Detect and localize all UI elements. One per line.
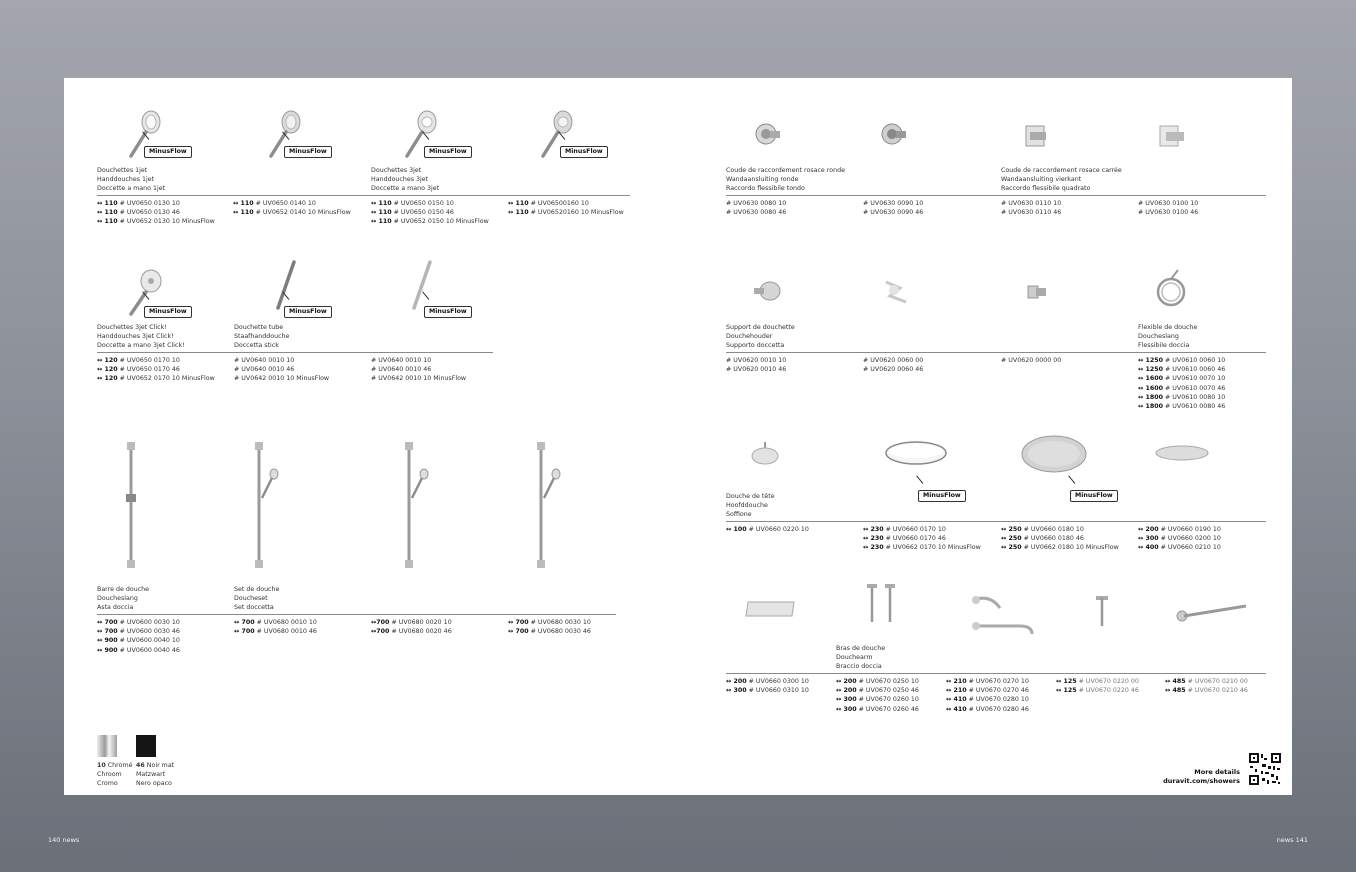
label-nl: Hoofddouche [726, 502, 768, 509]
head-shower-large-image [1020, 434, 1088, 474]
code-row: ↔ 300 # UV0660 0200 10 [1138, 535, 1221, 543]
code-row: ↔ 230 # UV0662 0170 10 MinusFlow [863, 544, 981, 552]
finish-swatch-black [136, 735, 156, 757]
shower-holder-image [752, 280, 782, 302]
code-row: ↔ 700 # UV0680 0010 46 [234, 628, 317, 636]
label-it: Set doccetta [234, 604, 274, 611]
divider-rule [726, 352, 1266, 353]
divider-rule [726, 673, 1266, 674]
code-row: # UV0620 0010 46 [726, 366, 787, 374]
code-row: # UV0620 0060 00 [863, 357, 924, 364]
minusflow-badge: MinusFlow [144, 306, 192, 318]
code-row: ↔ 1800 # UV0610 0080 46 [1138, 403, 1226, 411]
code-row: ↔700 # UV0680 0020 46 [371, 628, 452, 636]
label-fr: Douchettes 3jet [371, 167, 422, 174]
label-fr: Barre de douche [97, 586, 150, 593]
label-nl: Wandaansluiting vierkant [1001, 176, 1082, 183]
finish-black-label [136, 761, 174, 788]
label-it: Flessibile doccia [1138, 342, 1190, 349]
head-shower-flat-image [1154, 444, 1210, 462]
code-row: ↔ 900 # UV0600 0040 10 [97, 637, 180, 645]
code-row: ↔ 200 # UV0660 0300 10 [726, 678, 809, 685]
label-fr: Coude de raccordement rosace ronde [726, 167, 845, 174]
elbow-round-labels [726, 166, 845, 193]
page-number-left: 140 news [48, 836, 80, 844]
minusflow-badge: MinusFlow [1070, 490, 1118, 502]
code-row: ↔ 125 # UV0670 0220 00 [1056, 678, 1139, 685]
divider-rule [97, 195, 630, 196]
code-row: ↔ 200 # UV0670 0250 46 [836, 687, 919, 695]
shower-holder-image-b [880, 274, 912, 306]
label-fr: Douchettes 1jet [97, 167, 148, 174]
code-row: ↔ 200 # UV0670 0250 10 [836, 678, 919, 685]
arm-codes-col2 [946, 677, 1029, 714]
code-row: ↔ 300 # UV0670 0260 46 [836, 705, 919, 713]
head-codes-col1 [726, 525, 809, 534]
elbow-round-codes-col2 [863, 199, 923, 217]
head-shower-small-image [750, 442, 780, 468]
label-it: Asta doccia [97, 604, 134, 611]
more-details-title: More details [1194, 768, 1240, 776]
label-it: Raccordo flessibile quadrato [1001, 185, 1091, 192]
minusflow-badge: MinusFlow [284, 146, 332, 158]
tube-codes-col1 [234, 356, 329, 384]
code-row: ↔ 120 # UV0650 0170 46 [97, 366, 180, 374]
code-row: ↔ 250 # UV0662 0180 10 MinusFlow [1001, 544, 1119, 552]
elbow-square-image-b [1158, 124, 1186, 150]
code-row: ↔ 250 # UV0660 0180 46 [1001, 535, 1084, 543]
hand-click-codes [97, 356, 215, 384]
code-row: # UV0630 0110 46 [1001, 209, 1062, 217]
finish-nl: Matzwart [136, 771, 166, 778]
hand-1jet-codes-col2 [233, 199, 351, 217]
label-nl: Wandaansluiting ronde [726, 176, 799, 183]
code-row: ↔ 300 # UV0660 0310 10 [726, 687, 809, 695]
finish-nl: Chroom [97, 771, 122, 778]
label-fr: Douche de tête [726, 493, 775, 500]
hand-3jet-labels [371, 166, 439, 193]
catalog-sheet [64, 78, 1292, 795]
shower-set-image [252, 442, 282, 570]
shower-bar-image [124, 442, 138, 570]
elbow-square-image [1024, 124, 1050, 150]
code-row: ↔ 110 # UV0652 0140 10 MinusFlow [233, 209, 351, 217]
finish-it: Cromo [97, 780, 118, 787]
hand-1jet-codes-col1 [97, 199, 215, 227]
tube-labels [234, 323, 289, 350]
label-fr: Douchette tube [234, 324, 284, 331]
divider-rule [726, 521, 1266, 522]
code-row: ↔ 700 # UV0600 0030 46 [97, 628, 180, 636]
code-row: ↔ 1600 # UV0610 0070 46 [1138, 384, 1226, 392]
qr-code-icon[interactable] [1248, 752, 1282, 786]
set-codes-col3 [508, 618, 591, 636]
code-row: ↔ 700 # UV0680 0030 46 [508, 628, 591, 636]
bar-labels [97, 585, 149, 612]
code-row: # UV0630 0110 10 [1001, 200, 1062, 207]
label-it: Braccio doccia [836, 663, 882, 670]
ceiling-arm-image [864, 584, 900, 626]
minusflow-badge: MinusFlow [144, 146, 192, 158]
code-row: ↔ 110 # UV0650 0130 10 [97, 200, 180, 207]
ceiling-arm-short-image [1094, 596, 1110, 630]
hand-3jet-codes-col1 [371, 199, 489, 227]
label-nl: Douchearm [836, 654, 873, 661]
code-row: ↔ 250 # UV0660 0180 10 [1001, 526, 1084, 533]
more-details-url[interactable]: duravit.com/showers [1163, 777, 1240, 785]
code-row: ↔ 230 # UV0660 0170 46 [863, 535, 946, 543]
code-row: # UV0620 0010 10 [726, 357, 787, 364]
elbow-round-image [754, 122, 782, 146]
label-nl: Doucheslang [1138, 333, 1179, 340]
code-row: # UV0630 0090 46 [863, 209, 924, 217]
label-fr: Douchettes 3jet Click! [97, 324, 167, 331]
code-row: ↔ 110 # UV0652 0150 10 MinusFlow [371, 218, 489, 226]
label-it: Doccette a mano 3jet [371, 185, 440, 192]
shower-holder-image-c [1026, 282, 1050, 302]
code-row: ↔ 210 # UV0670 0270 10 [946, 678, 1029, 685]
finish-it: Nero opaco [136, 780, 172, 787]
head-shower-square-image [744, 598, 798, 620]
hand-3jet-codes-col2 [508, 199, 624, 217]
code-row: # UV0640 0010 46 [371, 366, 432, 374]
head-shower-round-image [884, 440, 948, 468]
square-head-codes [726, 677, 809, 695]
code-row: ↔ 1250 # UV0610 0060 46 [1138, 366, 1226, 374]
code-row: # UV0642 0010 10 MinusFlow [371, 375, 467, 383]
code-row: # UV0620 0000 00 [1001, 357, 1062, 364]
code-row: ↔ 400 # UV0660 0210 10 [1138, 544, 1221, 552]
code-row: ↔ 230 # UV0660 0170 10 [863, 526, 946, 533]
code-row: # UV0642 0010 10 MinusFlow [234, 375, 330, 383]
finish-swatch-chrome [97, 735, 117, 757]
label-fr: Flexible de douche [1138, 324, 1198, 331]
code-row: # UV0630 0100 10 [1138, 200, 1199, 207]
code-row: ↔ 110 # UV0650 0150 10 [371, 200, 454, 207]
set-codes-col2 [371, 618, 452, 636]
divider-rule [97, 352, 493, 353]
label-nl: Doucheset [234, 595, 268, 602]
holder-codes-col1 [726, 356, 786, 374]
code-row: ↔ 110 # UV0650 0130 46 [97, 209, 180, 217]
code-row: # UV0640 0010 10 [234, 357, 295, 364]
code-row: # UV0620 0060 46 [863, 366, 924, 374]
label-nl: Staafhanddouche [234, 333, 290, 340]
code-row: ↔ 110 # UV0652 0130 10 MinusFlow [97, 218, 215, 226]
code-row: # UV0630 0080 46 [726, 209, 787, 217]
code-row: ↔ 200 # UV0660 0190 10 [1138, 526, 1221, 533]
elbow-square-codes-col2 [1138, 199, 1198, 217]
set-labels [234, 585, 279, 612]
code-row: # UV0630 0090 10 [863, 200, 924, 207]
code-row: ↔ 110 # UV06500160 10 [508, 200, 589, 207]
hose-codes [1138, 356, 1225, 411]
elbow-square-labels [1001, 166, 1122, 193]
code-row: ↔ 110 # UV06520160 10 MinusFlow [508, 209, 624, 217]
hose-labels [1138, 323, 1197, 350]
hand-click-labels [97, 323, 185, 350]
divider-rule [726, 195, 1266, 196]
code-row: ↔ 485 # UV0670 0210 00 [1165, 678, 1248, 685]
code-row: # UV0640 0010 10 [371, 357, 432, 364]
code-row: ↔ 1600 # UV0610 0070 10 [1138, 375, 1226, 383]
code-row: ↔ 1800 # UV0610 0080 10 [1138, 393, 1226, 401]
elbow-round-image-b [880, 122, 908, 146]
head-codes-col2 [863, 525, 981, 553]
code-row: ↔700 # UV0680 0020 10 [371, 619, 452, 626]
code-row: ↔ 700 # UV0680 0030 10 [508, 619, 591, 626]
holder-codes-col2 [863, 356, 923, 374]
code-row: ↔ 410 # UV0670 0280 10 [946, 696, 1029, 704]
code-row: ↔ 120 # UV0650 0170 10 [97, 357, 180, 364]
arm-labels [836, 644, 885, 671]
hand-1jet-labels [97, 166, 165, 193]
holder-labels [726, 323, 795, 350]
head-codes-col4 [1138, 525, 1221, 553]
code-row: ↔ 125 # UV0670 0220 46 [1056, 687, 1139, 695]
label-it: Raccordo flessibile tondo [726, 185, 805, 192]
code-row: ↔ 120 # UV0652 0170 10 MinusFlow [97, 375, 215, 383]
minusflow-badge: MinusFlow [424, 306, 472, 318]
label-fr: Coude de raccordement rosace carrée [1001, 167, 1122, 174]
label-fr: Set de douche [234, 586, 280, 593]
finish-code: 46 [136, 762, 145, 769]
label-nl: Handdouches 3jet Click! [97, 333, 174, 340]
code-row: ↔ 485 # UV0670 0210 46 [1165, 687, 1248, 695]
label-fr: Support de douchette [726, 324, 795, 331]
code-row: ↔ 700 # UV0600 0030 10 [97, 619, 180, 626]
minusflow-badge: MinusFlow [918, 490, 966, 502]
label-it: Doccette a mano 1jet [97, 185, 166, 192]
label-it: Doccette a mano 3jet Click! [97, 342, 185, 349]
code-row: ↔ 210 # UV0670 0270 46 [946, 687, 1029, 695]
code-row: ↔ 300 # UV0670 0260 10 [836, 696, 919, 704]
finish-name: Chromé [107, 762, 133, 769]
page-number-right: news 141 [1276, 836, 1308, 844]
code-row: # UV0640 0010 46 [234, 366, 295, 374]
bar-codes [97, 618, 180, 655]
divider-rule [97, 614, 616, 615]
head-codes-col3 [1001, 525, 1119, 553]
elbow-round-codes-col1 [726, 199, 786, 217]
label-it: Soffione [726, 511, 752, 518]
code-row: ↔ 110 # UV0650 0150 46 [371, 209, 454, 217]
code-row: # UV0630 0100 46 [1138, 209, 1199, 217]
elbow-square-codes-col1 [1001, 199, 1061, 217]
arm-codes-col1 [836, 677, 919, 714]
finish-code: 10 [97, 762, 106, 769]
code-row: ↔ 110 # UV0650 0140 10 [233, 200, 316, 207]
head-labels [726, 492, 775, 519]
tube-shower-image-b [408, 260, 438, 312]
minusflow-badge: MinusFlow [560, 146, 608, 158]
label-fr: Bras de douche [836, 645, 886, 652]
tube-shower-image [272, 260, 302, 312]
code-row: ↔ 900 # UV0600 0040 46 [97, 646, 180, 654]
shower-set-image-b [402, 442, 432, 570]
code-row: ↔ 700 # UV0680 0010 10 [234, 619, 317, 626]
minusflow-badge: MinusFlow [284, 306, 332, 318]
code-row: ↔ 100 # UV0660 0220 10 [726, 526, 809, 533]
finish-name: Noir mat [146, 762, 175, 769]
shower-hose-image [1154, 268, 1190, 312]
label-nl: Doucheslang [97, 595, 138, 602]
wall-arm-long-image [1176, 600, 1250, 624]
label-it: Doccetta stick [234, 342, 279, 349]
code-row: ↔ 410 # UV0670 0280 46 [946, 705, 1029, 713]
code-row: # UV0630 0080 10 [726, 200, 787, 207]
label-nl: Handdouches 3jet [371, 176, 429, 183]
shower-set-image-c [534, 442, 564, 570]
more-details[interactable] [1163, 768, 1240, 786]
minusflow-badge: MinusFlow [424, 146, 472, 158]
set-codes-col1 [234, 618, 317, 636]
code-row: ↔ 1250 # UV0610 0060 10 [1138, 357, 1226, 364]
label-nl: Handdouches 1jet [97, 176, 155, 183]
arm-codes-col3 [1056, 677, 1139, 695]
tube-codes-col2 [371, 356, 466, 384]
finish-chrome-label [97, 761, 132, 788]
label-nl: Douchehouder [726, 333, 773, 340]
holder-codes-col3 [1001, 356, 1061, 365]
label-it: Supporto doccetta [726, 342, 785, 349]
arm-codes-col4 [1165, 677, 1248, 695]
wall-arm-image [970, 592, 1038, 638]
